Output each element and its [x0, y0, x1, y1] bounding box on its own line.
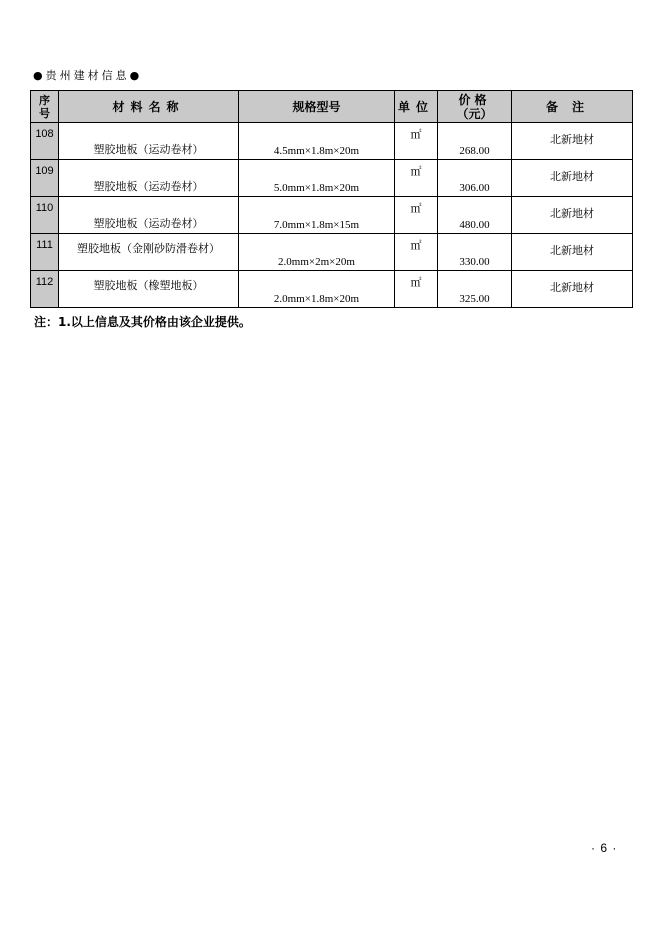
table-header-row — [31, 91, 633, 123]
row-unit: ㎡ — [395, 123, 438, 160]
row-name: 塑胶地板（运动卷材） — [59, 197, 239, 234]
row-unit: ㎡ — [395, 271, 438, 308]
row-name: 塑胶地板（运动卷材） — [59, 123, 239, 160]
table-row — [31, 160, 633, 197]
row-name: 塑胶地板（运动卷材） — [59, 160, 239, 197]
row-seq: 110 — [31, 197, 59, 234]
row-spec: 5.0mm×1.8m×20m — [239, 160, 395, 197]
row-name: 塑胶地板（橡塑地板） — [59, 271, 239, 308]
row-price: 268.00 — [438, 123, 512, 160]
row-unit: ㎡ — [395, 160, 438, 197]
row-remark: 北新地材 — [512, 160, 633, 197]
row-price: 306.00 — [438, 160, 512, 197]
header-price-label: 价格 — [458, 92, 491, 107]
row-seq: 109 — [31, 160, 59, 197]
header-remark: 备注 — [512, 91, 633, 123]
row-spec: 2.0mm×1.8m×20m — [239, 271, 395, 308]
header-spec: 规格型号 — [239, 91, 395, 123]
footnote: 注：1.以上信息及其价格由该企业提供。 — [34, 315, 251, 329]
row-unit: ㎡ — [395, 234, 438, 271]
table-row — [31, 197, 633, 234]
row-unit: ㎡ — [395, 197, 438, 234]
row-remark: 北新地材 — [512, 234, 633, 271]
material-price-table — [30, 90, 633, 308]
row-spec: 4.5mm×1.8m×20m — [239, 123, 395, 160]
header-unit: 单位 — [395, 91, 438, 123]
header-name: 材料名称 — [59, 91, 239, 123]
row-price: 330.00 — [438, 234, 512, 271]
table-row — [31, 123, 633, 160]
row-remark: 北新地材 — [512, 197, 633, 234]
row-spec: 2.0mm×2m×20m — [239, 234, 395, 271]
header-price — [438, 91, 512, 123]
table-row — [31, 271, 633, 308]
row-price: 325.00 — [438, 271, 512, 308]
row-price: 480.00 — [438, 197, 512, 234]
row-name: 塑胶地板（金刚砂防滑卷材） — [59, 234, 239, 271]
row-seq: 111 — [31, 234, 59, 271]
row-seq: 112 — [31, 271, 59, 308]
row-seq: 108 — [31, 123, 59, 160]
header-price-unit: （元） — [456, 106, 493, 121]
header-seq: 序号 — [31, 91, 59, 123]
row-remark: 北新地材 — [512, 271, 633, 308]
row-remark: 北新地材 — [512, 123, 633, 160]
row-spec: 7.0mm×1.8m×15m — [239, 197, 395, 234]
publication-header: ●贵州建材信息● — [33, 69, 143, 82]
page-number: · 6 · — [591, 841, 618, 855]
table-row — [31, 234, 633, 271]
